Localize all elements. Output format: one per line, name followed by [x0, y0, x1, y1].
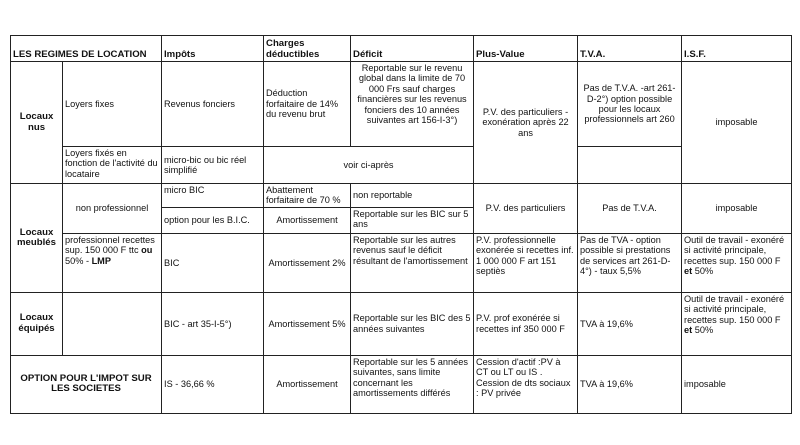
- meubles-np-impots-micro: micro BIC: [162, 184, 264, 208]
- option-impot-societes: OPTION POUR L'IMPOT SUR LES SOCIETES: [11, 355, 162, 413]
- is-charges: Amortissement: [264, 355, 351, 413]
- meubles-pro-ou: ou: [141, 245, 153, 256]
- equipes-deficit: Reportable sur les BIC des 5 années suivantes: [351, 292, 474, 355]
- equipes-plus-value: P.V. prof exonérée si recettes inf 350 000 F: [474, 292, 578, 355]
- meubles-pro-tva: Pas de TVA - option possible si prestations de services art 261-D-4°) - taux 5,5%: [578, 233, 682, 292]
- meubles-np-isf: imposable: [682, 184, 792, 234]
- meubles-pro-plus-value: P.V. professionnelle exonérée si recettes inf. 1 000 000 F art 151 septiès: [474, 233, 578, 292]
- meubles-np-deficit-non-reportable: non reportable: [351, 184, 474, 208]
- location-regimes-table: [10, 35, 792, 414]
- meubles-pro-isf-pct: 50%: [692, 266, 714, 277]
- nus-tva: Pas de T.V.A. -art 261-D-2°) option possible pour les locaux professionnels art 260: [578, 62, 682, 147]
- nus-voir-ci-apres: voir ci-après: [264, 147, 474, 184]
- nus-loyers-fixes: Loyers fixes: [63, 62, 162, 147]
- group-locaux-meubles: Locaux meublés: [11, 184, 63, 293]
- meubles-pro-impots: BIC: [162, 233, 264, 292]
- equipes-type: [63, 292, 162, 355]
- equipes-isf-pct: 50%: [692, 325, 714, 336]
- meubles-pro-isf-et: et: [684, 266, 693, 277]
- equipes-impots: BIC - art 35-I-5°): [162, 292, 264, 355]
- meubles-np-charges-amortissement: Amortissement: [264, 207, 351, 233]
- nus-activite-tva: [578, 147, 682, 184]
- meubles-non-professionnel: non professionnel: [63, 184, 162, 234]
- meubles-pro-pct: 50% -: [65, 255, 92, 266]
- nus-loyers-activite: Loyers fixés en fonction de l'activité du locataire: [63, 147, 162, 184]
- meubles-np-charges-abattement: Abattement forfaitaire de 70 %: [264, 184, 351, 208]
- nus-charges: Déduction forfaitaire de 14% du revenu brut: [264, 62, 351, 147]
- header-isf: I.S.F.: [682, 36, 792, 62]
- equipes-isf-et: et: [684, 325, 693, 336]
- nus-plus-value: P.V. des particuliers - exonération après 22 ans: [474, 62, 578, 184]
- header-charges: Charges déductibles: [264, 36, 351, 62]
- is-isf: imposable: [682, 355, 792, 413]
- nus-activite-impots: micro-bic ou bic réel simplifié: [162, 147, 264, 184]
- meubles-pro-isf-text: Outil de travail - exonéré si activité principale, recettes sup. 150 000 F: [684, 234, 785, 266]
- group-locaux-nus: Locaux nus: [11, 62, 63, 184]
- nus-impots: Revenus fonciers: [162, 62, 264, 147]
- is-deficit: Reportable sur les 5 années suivantes, sans limite concernant les amortissements différés: [351, 355, 474, 413]
- equipes-tva: TVA à 19,6%: [578, 292, 682, 355]
- meubles-np-impots-option: option pour les B.I.C.: [162, 207, 264, 233]
- is-tva: TVA à 19,6%: [578, 355, 682, 413]
- group-locaux-equipes: Locaux équipés: [11, 292, 63, 355]
- header-tva: T.V.A.: [578, 36, 682, 62]
- header-plus-value: Plus-Value: [474, 36, 578, 62]
- header-regimes: LES REGIMES DE LOCATION: [11, 36, 162, 62]
- meubles-pro-deficit: Reportable sur les autres revenus sauf le déficit résultant de l'amortissement: [351, 233, 474, 292]
- equipes-isf-text: Outil de travail - exonéré si activité principale, recettes sup. 150 000 F: [684, 293, 785, 325]
- equipes-charges: Amortissement 5%: [264, 292, 351, 355]
- meubles-pro-lmp: LMP: [91, 255, 111, 266]
- header-deficit: Déficit: [351, 36, 474, 62]
- meubles-np-deficit-reportable: Reportable sur les BIC sur 5 ans: [351, 207, 474, 233]
- meubles-pro-isf: [682, 233, 792, 292]
- header-impots: Impôts: [162, 36, 264, 62]
- nus-isf: imposable: [682, 62, 792, 184]
- meubles-np-tva: Pas de T.V.A.: [578, 184, 682, 234]
- meubles-professionnel: [63, 233, 162, 292]
- is-impots: IS - 36,66 %: [162, 355, 264, 413]
- meubles-pro-charges: Amortissement 2%: [264, 233, 351, 292]
- meubles-np-plus-value: P.V. des particuliers: [474, 184, 578, 234]
- nus-deficit: Reportable sur le revenu global dans la limite de 70 000 Frs sauf charges financières sur les revenus fonciers des 10 années suivantes art 156-I-3°): [351, 62, 474, 147]
- equipes-isf: [682, 292, 792, 355]
- is-plus-value: Cession d'actif :PV à CT ou LT ou IS . Cession de dts sociaux : PV privée: [474, 355, 578, 413]
- meubles-pro-recettes: professionnel recettes sup. 150 000 F ttc: [65, 234, 155, 256]
